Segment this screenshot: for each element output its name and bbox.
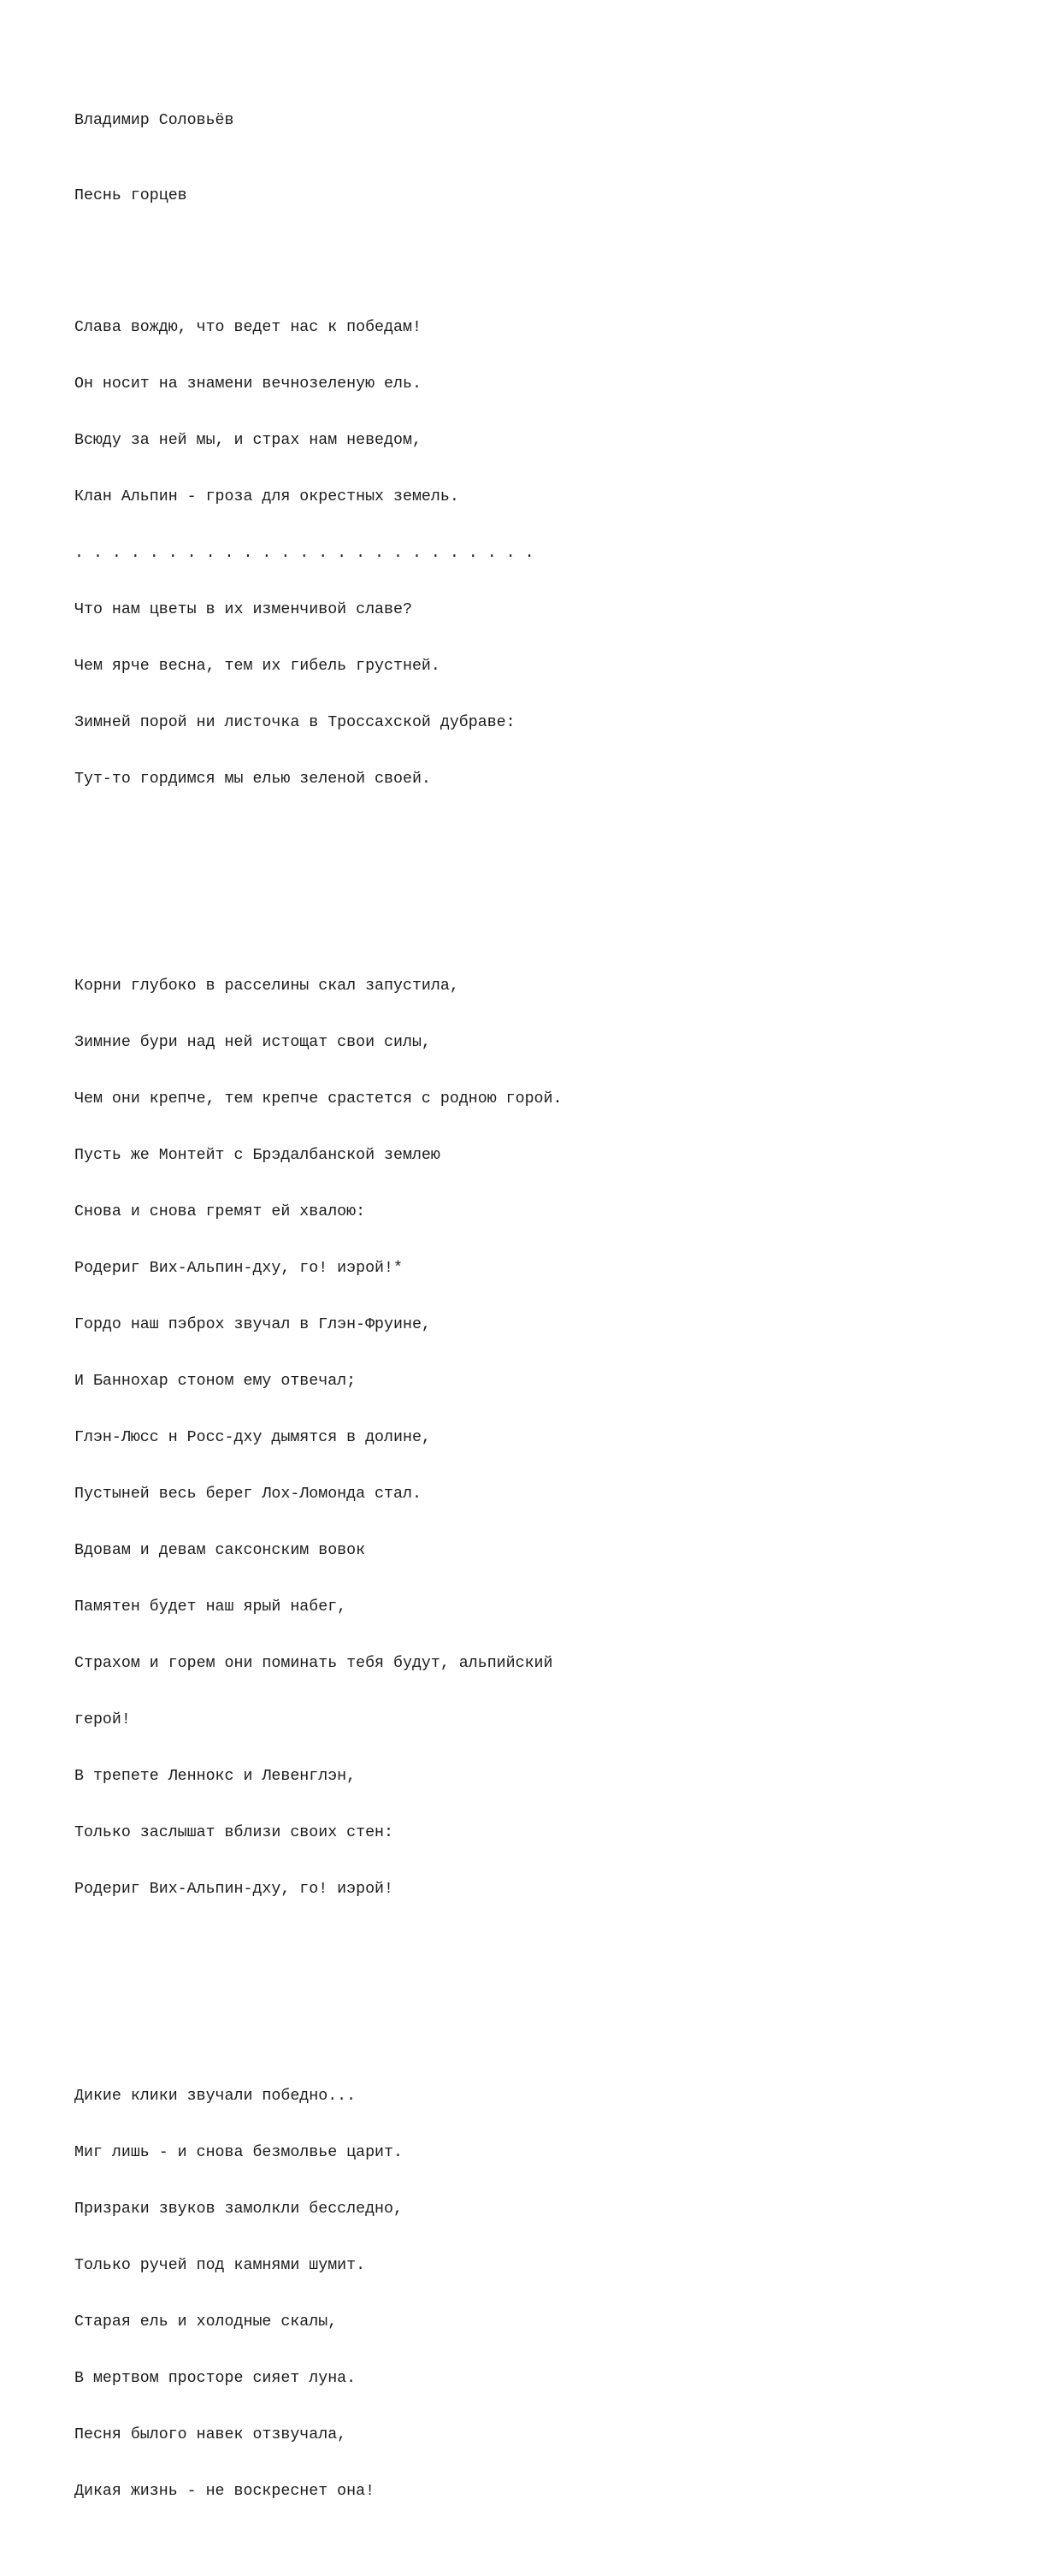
poem-line: Корни глубоко в расселины скал запустила, [74,978,459,995]
poem-line: Песня былого навек отзвучала, [74,2426,347,2443]
poem-line: Клан Альпин - гроза для окрестных земель. [74,488,459,505]
poem-line: Родериг Вих-Альпин-дху, го! иэрой!* [74,1260,403,1277]
stanza-gap [74,864,1015,883]
poem-line: Чем ярче весна, тем их гибель грустней. [74,658,440,675]
poem-line: Что нам цветы в их изменчивой славе? [74,601,412,618]
poem-line: Всюду за ней мы, и страх нам неведом, [74,432,422,449]
poem-line: Он носит на знамени вечнозеленую ель. [74,375,422,393]
poem-line: Призраки звуков замолкли бесследно, [74,2201,403,2218]
poem-line: Зимней порой ни листочка в Троссахской дубраве: [74,714,516,731]
poem-line: Вдовам и девам саксонским вовок [74,1542,366,1559]
poem-line: Пусть же Монтейт с Брэдалбанской землею [74,1147,440,1164]
poem-line: Только ручей под камнями шумит. [74,2257,366,2274]
poem-line: Родериг Вих-Альпин-дху, го! иэрой! [74,1881,393,1898]
poem-line: Миг лишь - и снова безмолвье царит. [74,2144,403,2161]
poem-line: Гордо наш пэброх звучал в Глэн-Фруине, [74,1316,431,1333]
poem-line: В трепете Леннокс и Левенглэн, [74,1768,357,1785]
stanza-3 [74,2049,1015,2538]
poem-line: Пустыней весь берег Лох-Ломонда стал. [74,1486,422,1503]
poem-line: Страхом и горем они поминать тебя будут, альпийский [74,1655,553,1672]
stanza-gap [74,1974,1015,1993]
poem-line: Снова и снова гремят ей хвалою: [74,1203,366,1220]
poem-line: Слава вождю, что ведет нас к победам! [74,319,422,336]
poem-line: Глэн-Люсс н Росс-дху дымятся в долине, [74,1429,431,1446]
poem-line: Памятен будет наш ярый набег, [74,1598,347,1616]
poem-line: Дикие клики звучали победно... [74,2088,357,2105]
poem-line: Тут-то гордимся мы елью зеленой своей. [74,771,431,788]
poem-line: Старая ель и холодные скалы, [74,2313,338,2331]
poem-title: Песнь горцев [74,187,187,204]
stanza-2 [74,939,1015,1936]
poem-text [74,74,1015,2576]
poem-line: В мертвом просторе сияет луна. [74,2370,357,2387]
poem-line: Дикая жизнь - не воскреснет она! [74,2483,375,2500]
poem-line: И Баннохар стоном ему отвечал; [74,1373,357,1390]
stanza-1 [74,281,1015,826]
poem-line: Зимние бури над ней истощат свои силы, [74,1034,431,1051]
poem-line: герой! [74,1711,131,1728]
author-name: Владимир Соловьёв [74,112,234,129]
poem-line: Чем они крепче, тем крепче срастется с родною горой. [74,1090,563,1108]
dotted-separator: . . . . . . . . . . . . . . . . . . . . . . . . . [74,545,534,562]
poem-line: Только заслышат вблизи своих стен: [74,1824,393,1841]
